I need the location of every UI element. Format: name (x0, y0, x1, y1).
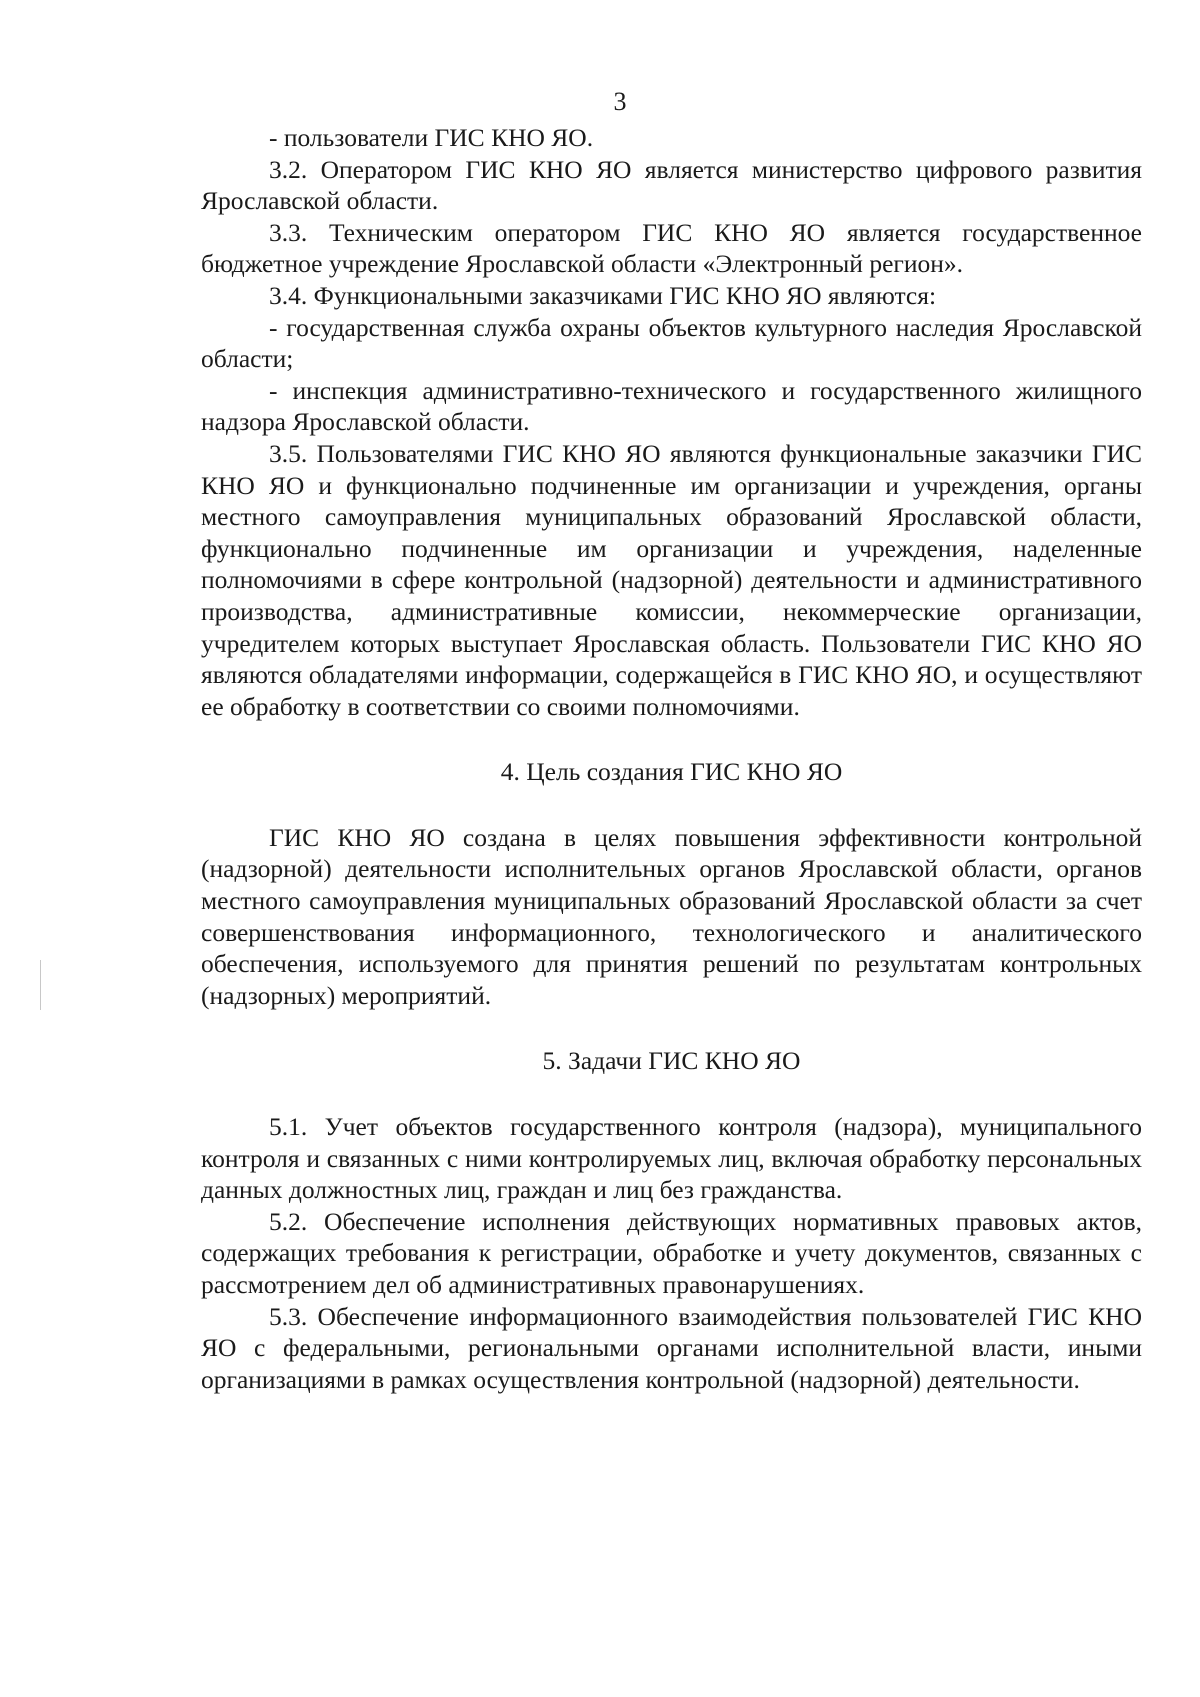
paragraph-3-2-operator: 3.2. Оператором ГИС КНО ЯО является министерство цифрового развития Ярославской области. (201, 154, 1142, 216)
page-number: 3 (613, 87, 627, 116)
paragraph-3-3-technical-operator: 3.3. Техническим оператором ГИС КНО ЯО является государственное бюджетное учреждение Ярославской области «Электронный регион». (201, 217, 1142, 279)
paragraph-housing-inspection: - инспекция административно-технического и государственного жилищного надзора Ярославской области. (201, 375, 1142, 437)
section-5-heading: 5. Задачи ГИС КНО ЯО (542, 1046, 801, 1076)
paragraph-3-4-functional-customers: 3.4. Функциональными заказчиками ГИС КНО ЯО являются: (269, 280, 937, 310)
section-5-item-3: 5.3. Обеспечение информационного взаимодействия пользователей ГИС КНО ЯО с федеральными, региональными органами исполнительной власти, иными организациями в рамках осуществления контрольной (надзорной) деятельности. (201, 1301, 1142, 1394)
section-5-item-2: 5.2. Обеспечение исполнения действующих нормативных правовых актов, содержащих требования к регистрации, обработке и учету документов, связанных с рассмотрением дел об административных правонарушениях. (201, 1206, 1142, 1299)
paragraph-users-item: - пользователи ГИС КНО ЯО. (269, 123, 594, 152)
paragraph-3-5-users: 3.5. Пользователями ГИС КНО ЯО являются функциональные заказчики ГИС КНО ЯО и функционально подчиненные им организации и учреждения, органы местного самоуправления муниципальных образований Ярославской области, функционально подчиненные им организации и учреждения, наделенные полномочиями в сфере контрольной (надзорной) деятельности и административного производства, административные комиссии, некоммерческие организации, учредителем которых выступает Ярославская область. Пользователи ГИС КНО ЯО являются обладателями информации, содержащейся в ГИС КНО ЯО, и осуществляют ее обработку в соответствии со своими полномочиями. (201, 438, 1142, 721)
section-4-heading: 4. Цель создания ГИС КНО ЯО (500, 757, 843, 787)
section-4-text: ГИС КНО ЯО создана в целях повышения эффективности контрольной (надзорной) деятельности исполнительных органов Ярославской области, органов местного самоуправления муниципальных образований Ярославской области за счет совершенствования информационного, технологического и аналитического обеспечения, используемого для принятия решений по результатам контрольных (надзорных) мероприятий. (201, 822, 1142, 1010)
section-5-item-1: 5.1. Учет объектов государственного контроля (надзора), муниципального контроля и связанных с ними контролируемых лиц, включая обработку персональных данных должностных лиц, граждан и лиц без гражданства. (201, 1112, 1142, 1205)
scan-edge-mark (40, 960, 41, 1010)
document-body (201, 122, 1142, 1395)
paragraph-heritage-service: - государственная служба охраны объектов культурного наследия Ярославской области; (201, 312, 1142, 374)
